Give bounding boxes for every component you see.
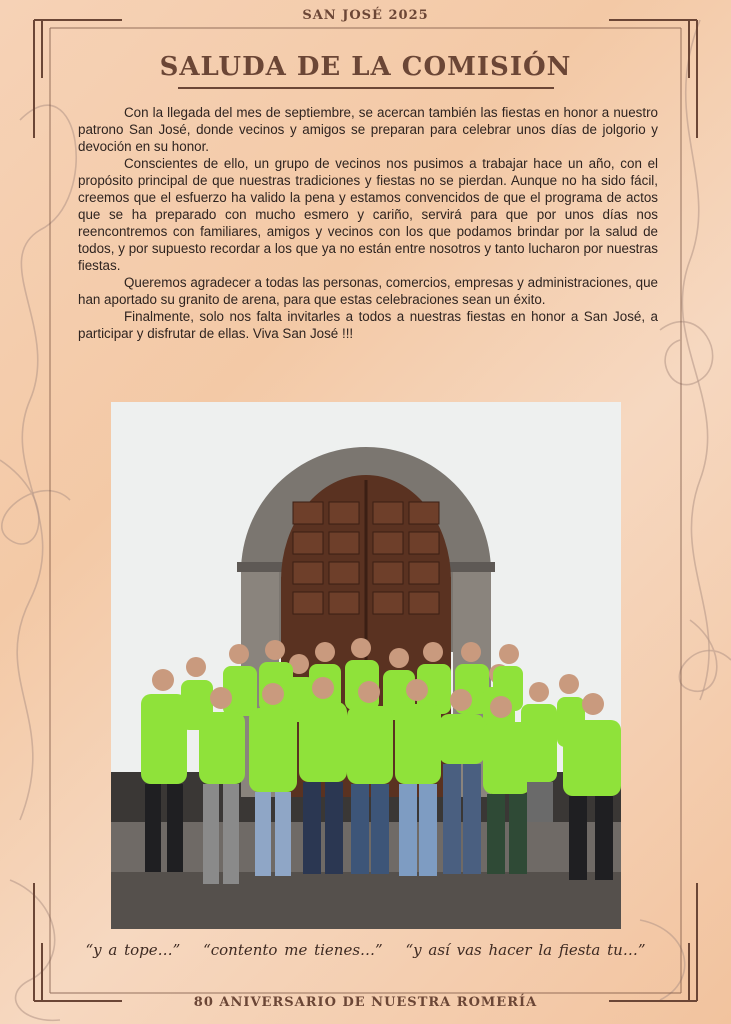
caption-1: “y a tope…” <box>85 941 181 959</box>
paragraph-3: Queremos agradecer a todas las personas, comercios, empresas y administraciones, que han aportado su granito de arena, para que estas celebraciones sean un éxito. <box>78 275 658 307</box>
paragraph-1: Con la llegada del mes de septiembre, se acercan también las fiestas en honor a nuestro patrono San José, donde vecinos y amigos se preparan para celebrar unos días de jolgorio y devoción en su honor. <box>78 105 658 154</box>
header-title: SAN JOSÉ 2025 <box>302 8 429 23</box>
caption-3: “y así vas hacer la fiesta tu…” <box>405 941 646 959</box>
page-title: SALUDA DE LA COMISIÓN <box>159 52 572 82</box>
group-photo <box>111 402 621 929</box>
title-underline <box>178 87 554 89</box>
paragraph-2: Conscientes de ello, un grupo de vecinos nos pusimos a trabajar hace un año, con el propósito principal de que nuestras tradiciones y fiestas no se pierdan. Aunque no ha sido fácil, creemos que el esfuerzo ha valido la pena y estamos convencidos de que el programa de actos que se ha preparado con mucho esmero y cariño, servirá para que por unos días nos reencontremos con familiares, amigos y vecinos con los que podamos brindar por la salud de todos, y por supuesto recordar a los que ya no están entre nosotros y tanto lucharon por nuestras fiestas. <box>78 156 658 273</box>
paragraph-4: Finalmente, solo nos falta invitarles a todos a nuestras fiestas en honor a San José, a participar y disfrutar de ellas. Viva San José !!! <box>78 309 658 341</box>
letter-body <box>78 104 658 342</box>
footer-title: 80 ANIVERSARIO DE NUESTRA ROMERÍA <box>193 995 538 1010</box>
photo-captions <box>0 941 731 959</box>
caption-2: “contento me tienes…” <box>203 941 383 959</box>
group-photo-illustration <box>111 402 621 929</box>
